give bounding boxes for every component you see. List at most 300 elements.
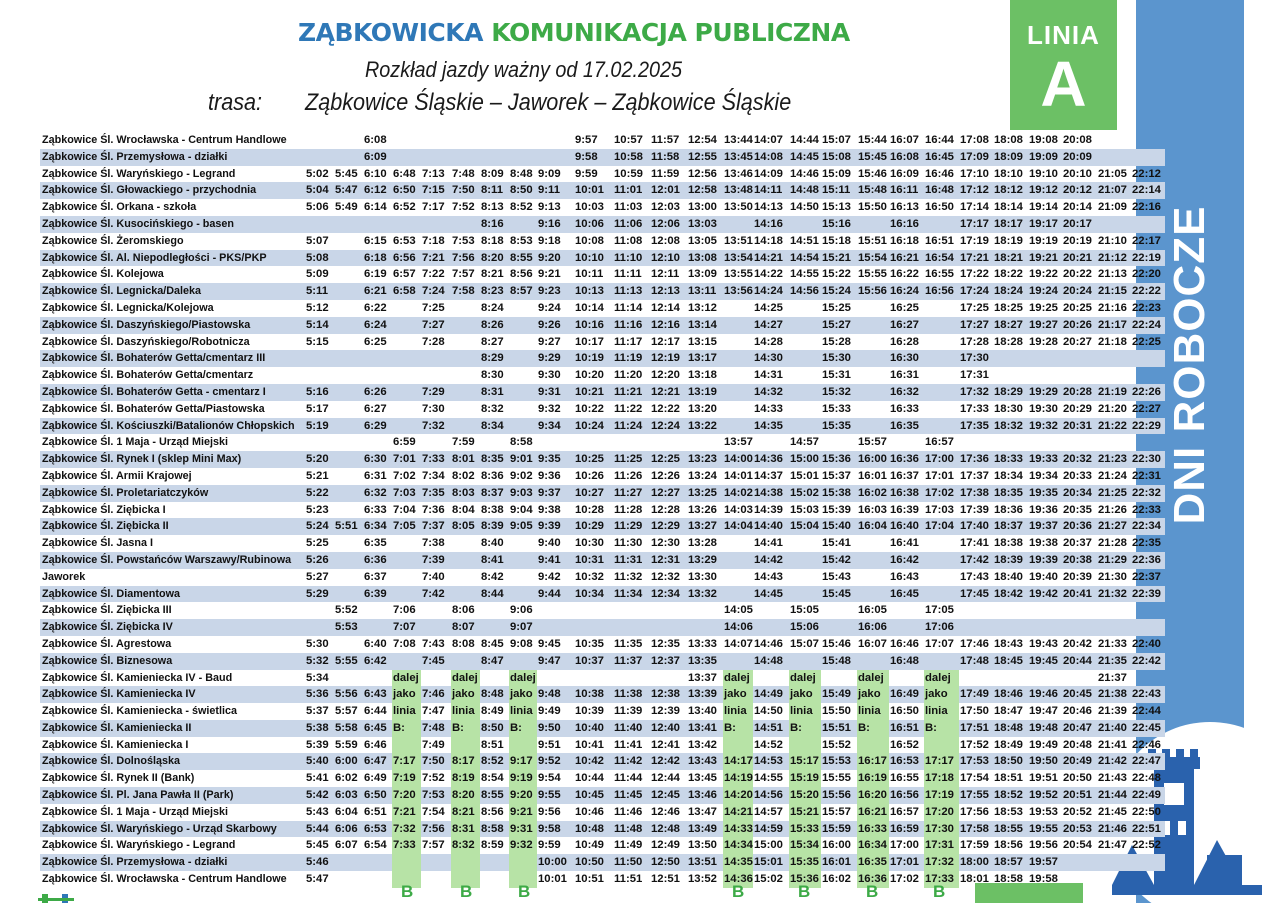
departure-time: 9:52	[537, 753, 574, 770]
departure-time: 5:25	[306, 537, 329, 550]
departure-time: 13:39	[687, 686, 723, 703]
departure-time: 12:31	[650, 552, 687, 569]
departure-time: 17:17	[924, 753, 959, 770]
departure-time	[451, 132, 480, 149]
departure-time	[723, 569, 753, 586]
departure-time: 16:39	[890, 503, 919, 516]
departure-time: 19:33	[1028, 451, 1062, 468]
departure-time: 16:35	[857, 854, 889, 871]
departure-time: 14:56	[753, 787, 789, 804]
table-row	[40, 199, 1165, 216]
departure-time: 7:27	[421, 317, 451, 334]
departure-time: 6:49	[364, 772, 387, 785]
departure-time: 16:04	[857, 518, 889, 535]
departure-time: 11:03	[614, 201, 643, 214]
departure-time: linia	[509, 703, 537, 720]
departure-time: 6:07	[335, 839, 358, 852]
departure-time: 12:19	[650, 350, 687, 367]
departure-time	[1131, 216, 1165, 233]
departure-time	[789, 216, 821, 233]
departure-time: 14:05	[724, 604, 753, 617]
departure-time: 14:25	[754, 301, 783, 314]
departure-time: 11:35	[614, 637, 643, 650]
departure-time: 19:12	[1028, 182, 1062, 199]
departure-time: 22:39	[1131, 586, 1165, 603]
departure-time	[537, 602, 574, 619]
departure-time: 22:25	[1132, 335, 1161, 348]
departure-time: 5:40	[305, 753, 334, 770]
stop-name: Ząbkowice Śl. Kusocińskiego - basen	[40, 216, 305, 233]
departure-time: 21:45	[1098, 805, 1127, 818]
departure-time: 11:06	[613, 216, 650, 233]
departure-time: 6:51	[364, 805, 387, 818]
departure-time: 16:42	[889, 552, 924, 569]
departure-time: 8:18	[481, 234, 504, 247]
departure-time: 14:37	[754, 469, 783, 482]
departure-time	[924, 552, 959, 569]
departure-time: 22:47	[1131, 753, 1165, 770]
departure-time: linia	[857, 703, 889, 720]
departure-time: 20:21	[1062, 250, 1097, 267]
departure-time: 7:48	[452, 167, 475, 180]
departure-time: 14:45	[789, 149, 821, 166]
departure-time: 7:58	[451, 283, 480, 300]
departure-time: 17:35	[959, 418, 993, 435]
departure-time: 7:34	[422, 469, 445, 482]
departure-time	[924, 334, 959, 351]
departure-time: 5:47	[334, 182, 363, 199]
departure-time: 16:45	[889, 586, 924, 603]
departure-time: 21:23	[1097, 451, 1131, 468]
departure-time: 16:00	[822, 839, 851, 852]
departure-time: 18:21	[993, 250, 1028, 267]
departure-time	[924, 317, 959, 334]
table-row	[40, 149, 1165, 166]
departure-time: 14:21	[753, 250, 789, 267]
departure-time: 21:17	[1097, 317, 1131, 334]
departure-time	[363, 871, 392, 888]
departure-time: 18:32	[993, 418, 1028, 435]
departure-time: 7:24	[421, 283, 451, 300]
departure-time: 16:48	[924, 182, 959, 199]
departure-time: 6:36	[363, 552, 392, 569]
departure-time: 11:08	[614, 234, 643, 247]
departure-time: 13:09	[688, 268, 717, 281]
departure-time: 14:31	[754, 369, 783, 382]
departure-time: 22:40	[1132, 637, 1161, 650]
departure-time: 20:32	[1062, 451, 1097, 468]
departure-time: 9:54	[538, 772, 561, 785]
departure-time: 11:51	[614, 873, 643, 886]
departure-time: 11:41	[614, 738, 643, 751]
departure-time: 18:22	[994, 268, 1023, 281]
departure-time: 18:35	[993, 485, 1028, 502]
departure-time: 16:49	[889, 686, 924, 703]
departure-time: 20:19	[1063, 234, 1092, 247]
departure-time: 8:34	[480, 418, 509, 435]
departure-time: 14:43	[754, 570, 783, 583]
departure-time: 9:31	[537, 384, 574, 401]
departure-time: 7:04	[393, 503, 416, 516]
departure-time	[1131, 367, 1165, 384]
departure-time: 13:37	[688, 671, 717, 684]
departure-time: 7:30	[422, 402, 445, 415]
departure-time: 7:13	[422, 167, 445, 180]
departure-time: 16:19	[857, 770, 889, 787]
departure-time: 10:59	[614, 167, 643, 180]
departure-time: 21:35	[1097, 653, 1131, 670]
departure-time: 8:13	[481, 201, 504, 214]
departure-time: 10:24	[574, 418, 613, 435]
departure-time: 12:37	[650, 653, 687, 670]
departure-time: 9:21	[509, 804, 537, 821]
departure-time: 16:17	[857, 753, 889, 770]
departure-time: 21:22	[1097, 418, 1131, 435]
departure-time: 14:57	[754, 805, 783, 818]
departure-time	[993, 367, 1028, 384]
departure-time: 5:17	[306, 402, 329, 415]
departure-time: 12:40	[650, 720, 687, 737]
departure-time	[334, 250, 363, 267]
departure-time	[857, 367, 889, 384]
departure-time: 10:00	[537, 854, 574, 871]
departure-time: 11:10	[613, 250, 650, 267]
departure-time	[480, 602, 509, 619]
departure-time: 14:17	[723, 753, 753, 770]
departure-time: 12:54	[688, 134, 717, 146]
departure-time: 8:53	[510, 234, 533, 247]
departure-time: 19:24	[1028, 283, 1062, 300]
stop-name: Ząbkowice Śl. Waryńskiego - Legrand	[42, 167, 236, 180]
departure-time: 5:09	[306, 268, 329, 281]
stop-name: Ząbkowice Śl. Wrocławska - Centrum Handlowe	[42, 873, 287, 886]
departure-time: 13:44	[724, 134, 753, 146]
departure-time: 13:24	[688, 469, 717, 482]
departure-time: 22:31	[1132, 469, 1161, 482]
departure-time: 6:06	[334, 821, 363, 838]
departure-time: 9:49	[538, 705, 561, 718]
departure-time	[959, 619, 993, 636]
departure-time: 14:46	[790, 167, 819, 180]
departure-time: 9:35	[537, 451, 574, 468]
departure-time	[723, 300, 753, 317]
stop-name: Ząbkowice Śl. Bohaterów Getta/cmentarz	[42, 369, 254, 382]
departure-time: 20:37	[1063, 537, 1092, 550]
departure-time: 8:32	[451, 837, 480, 854]
departure-time: 17:39	[960, 503, 989, 516]
departure-time: 14:39	[754, 503, 783, 516]
departure-time: 9:24	[538, 301, 561, 314]
departure-time	[305, 367, 334, 384]
departure-time: 19:50	[1028, 753, 1062, 770]
departure-time: 16:35	[889, 418, 924, 435]
departure-time: 19:19	[1029, 234, 1058, 247]
departure-time	[363, 602, 392, 619]
departure-time: 12:22	[651, 402, 680, 415]
departure-time: 5:52	[335, 604, 358, 617]
departure-time: 17:21	[959, 250, 993, 267]
departure-time	[334, 334, 363, 351]
departure-time	[305, 149, 334, 166]
departure-time	[480, 434, 509, 451]
departure-time: 11:58	[650, 149, 687, 166]
departure-time: 6:46	[364, 738, 387, 751]
departure-time: 10:29	[574, 518, 613, 535]
departure-time: 22:17	[1132, 234, 1161, 247]
departure-time: 6:48	[393, 167, 416, 180]
departure-time	[334, 569, 363, 586]
stop-name: Ząbkowice Śl. Bohaterów Getta - cmentarz I	[40, 384, 305, 401]
departure-time	[857, 552, 889, 569]
stop-name: Ząbkowice Śl. 1 Maja - Urząd Miejski	[42, 805, 229, 818]
departure-time: 5:53	[334, 619, 363, 636]
departure-time: 9:38	[538, 503, 561, 516]
departure-time	[924, 401, 959, 418]
departure-time: 13:00	[688, 201, 717, 214]
departure-time: 19:09	[1028, 149, 1062, 166]
departure-time	[334, 552, 363, 569]
departure-time: 11:01	[613, 182, 650, 199]
departure-time: 16:44	[925, 134, 954, 146]
departure-time: 15:02	[754, 873, 783, 886]
departure-time: 17:45	[959, 586, 993, 603]
stop-name: Ząbkowice Śl. Jasna I	[42, 537, 154, 550]
departure-time: 22:14	[1131, 182, 1165, 199]
departure-time: 13:11	[687, 283, 723, 300]
departure-time	[363, 216, 392, 233]
departure-time: 8:49	[481, 705, 504, 718]
departure-time: 7:45	[421, 653, 451, 670]
departure-time: 15:54	[857, 250, 889, 267]
departure-time: 15:00	[789, 451, 821, 468]
departure-time: 15:21	[821, 250, 857, 267]
departure-time: 14:22	[754, 268, 783, 281]
departure-time: 11:50	[613, 854, 650, 871]
departure-time: 11:42	[613, 753, 650, 770]
departure-time: 19:14	[1029, 201, 1058, 214]
departure-time: 15:02	[789, 485, 821, 502]
departure-time: 7:52	[422, 772, 445, 785]
departure-time	[1028, 602, 1062, 619]
departure-time: 15:42	[821, 552, 857, 569]
departure-time: 21:10	[1098, 234, 1127, 247]
departure-time	[392, 132, 421, 149]
departure-time	[613, 602, 650, 619]
departure-time: 19:42	[1028, 586, 1062, 603]
departure-time	[613, 619, 650, 636]
departure-time	[305, 216, 334, 233]
departure-time	[857, 653, 889, 670]
departure-time: 13:46	[724, 167, 753, 180]
departure-time: 16:13	[890, 201, 919, 214]
departure-time	[334, 401, 363, 418]
departure-time: 20:33	[1063, 469, 1092, 482]
departure-time: 9:58	[574, 149, 613, 166]
departure-time: 21:33	[1098, 637, 1127, 650]
departure-time	[857, 401, 889, 418]
departure-time	[1097, 602, 1131, 619]
departure-time: 20:53	[1062, 821, 1097, 838]
departure-time: 13:56	[723, 283, 753, 300]
departure-time: 12:03	[651, 201, 680, 214]
departure-time: 9:44	[537, 586, 574, 603]
departure-time: 16:46	[890, 637, 919, 650]
departure-time: 20:17	[1062, 216, 1097, 233]
departure-time: 19:39	[1028, 552, 1062, 569]
departure-time: 10:35	[575, 637, 604, 650]
departure-time	[509, 149, 537, 166]
departure-time	[451, 401, 480, 418]
departure-time: 15:34	[789, 837, 821, 854]
departure-time: 22:45	[1131, 720, 1165, 737]
departure-time: 19:45	[1028, 653, 1062, 670]
departure-time: B:	[723, 720, 753, 737]
departure-time: 17:50	[960, 705, 989, 718]
departure-time: 19:55	[1028, 821, 1062, 838]
departure-time	[421, 670, 451, 687]
departure-time: 13:33	[688, 637, 717, 650]
departure-time: linia	[723, 703, 753, 720]
departure-time: 6:27	[364, 402, 387, 415]
departure-time	[421, 871, 451, 888]
departure-time: 11:37	[613, 653, 650, 670]
departure-time	[392, 418, 421, 435]
departure-time: 16:06	[857, 619, 889, 636]
departure-time: 20:27	[1063, 335, 1092, 348]
departure-time: 15:48	[857, 182, 889, 199]
departure-time: 13:40	[688, 705, 717, 718]
departure-time: 18:53	[994, 805, 1023, 818]
departure-time: 7:35	[421, 485, 451, 502]
departure-time	[480, 149, 509, 166]
table-row	[40, 266, 1165, 283]
stop-name: Ząbkowice Śl. Żeromskiego	[42, 234, 184, 247]
table-row	[40, 502, 1165, 519]
departure-time: 15:35	[789, 854, 821, 871]
departure-time: 10:42	[574, 753, 613, 770]
departure-time	[334, 367, 363, 384]
departure-time: 8:01	[451, 451, 480, 468]
departure-time: 21:24	[1098, 469, 1127, 482]
departure-time	[1062, 619, 1097, 636]
departure-time: 6:58	[392, 283, 421, 300]
stop-name: Ząbkowice Śl. Daszyńskiego/Piastowska	[40, 317, 305, 334]
stop-name: Ząbkowice Śl. 1 Maja - Urząd Miejski	[42, 436, 229, 449]
departure-time: 14:13	[754, 201, 783, 214]
departure-time: 16:50	[890, 705, 919, 718]
departure-time: 9:55	[537, 787, 574, 804]
departure-time: 5:39	[306, 738, 329, 751]
departure-time: 17:25	[960, 301, 989, 314]
departure-time: 15:33	[789, 821, 821, 838]
departure-time: 18:40	[994, 570, 1023, 583]
departure-time: 11:26	[614, 469, 643, 482]
departure-time: 11:45	[613, 787, 650, 804]
stop-name: Ząbkowice Śl. Waryńskiego - Legrand	[42, 839, 236, 852]
table-row	[40, 283, 1165, 300]
departure-time: 11:49	[614, 839, 643, 852]
departure-time: 13:50	[724, 201, 753, 214]
departure-time: 12:30	[651, 537, 680, 550]
departure-time: 22:29	[1131, 418, 1165, 435]
route-variant-marker: B	[866, 882, 879, 901]
departure-time: 17:41	[960, 537, 989, 550]
departure-time: 19:10	[1029, 167, 1058, 180]
departure-time: 5:56	[334, 686, 363, 703]
departure-time: 11:22	[614, 402, 643, 415]
departure-time: 11:21	[613, 384, 650, 401]
departure-time	[1097, 434, 1131, 451]
departure-time: 16:02	[822, 873, 851, 886]
departure-time: 13:43	[687, 753, 723, 770]
departure-time: 5:07	[306, 234, 329, 247]
departure-time: 13:23	[687, 451, 723, 468]
table-row	[40, 384, 1165, 401]
departure-time: dalej	[857, 670, 889, 687]
departure-time: 17:28	[960, 335, 989, 348]
departure-time: 15:57	[858, 436, 887, 449]
departure-time: 21:38	[1097, 686, 1131, 703]
departure-time: 17:40	[959, 518, 993, 535]
departure-time	[421, 216, 451, 233]
departure-time: 11:19	[613, 350, 650, 367]
departure-time	[959, 602, 993, 619]
departure-time: 13:05	[688, 234, 717, 247]
departure-time: 16:53	[889, 753, 924, 770]
departure-time: 9:41	[537, 552, 574, 569]
departure-time: 7:01	[392, 451, 421, 468]
departure-time: 17:54	[960, 772, 989, 785]
departure-time: 7:49	[422, 738, 445, 751]
departure-time	[574, 434, 613, 451]
departure-time: 19:53	[1029, 805, 1058, 818]
departure-time	[1097, 149, 1131, 166]
departure-time: 21:40	[1097, 720, 1131, 737]
route-text: Ząbkowice Śląskie – Jaworek – Ząbkowice Śląskie	[305, 89, 792, 116]
table-row	[40, 871, 1165, 888]
departure-time: 9:48	[537, 686, 574, 703]
departure-time	[334, 283, 363, 300]
departure-time: 14:53	[753, 753, 789, 770]
departure-time: 17:18	[924, 770, 959, 787]
departure-time: 10:41	[575, 738, 604, 751]
stop-name: Ząbkowice Śl. Bohaterów Getta/Piastowska	[42, 402, 265, 415]
departure-time	[537, 619, 574, 636]
departure-time: 9:27	[538, 335, 561, 348]
departure-time: 14:35	[723, 854, 753, 871]
departure-time: 16:50	[925, 201, 954, 214]
departure-time: 11:30	[614, 537, 643, 550]
departure-time: 14:34	[723, 837, 753, 854]
departure-time: 12:01	[650, 182, 687, 199]
departure-time: 15:00	[754, 839, 783, 852]
departure-time: 10:38	[574, 686, 613, 703]
departure-time: 21:37	[1098, 671, 1127, 684]
departure-time: 16:52	[890, 738, 919, 751]
departure-time: 15:49	[821, 686, 857, 703]
departure-time: 20:45	[1062, 686, 1097, 703]
departure-time: 11:27	[613, 485, 650, 502]
departure-time	[924, 535, 959, 552]
departure-time: 9:02	[510, 469, 533, 482]
departure-time: 5:30	[306, 637, 329, 650]
departure-time: 14:33	[723, 821, 753, 838]
table-row	[40, 451, 1165, 468]
departure-time: 15:46	[822, 637, 851, 650]
departure-time: linia	[451, 703, 480, 720]
departure-time	[509, 854, 537, 871]
departure-time: 16:46	[925, 167, 954, 180]
